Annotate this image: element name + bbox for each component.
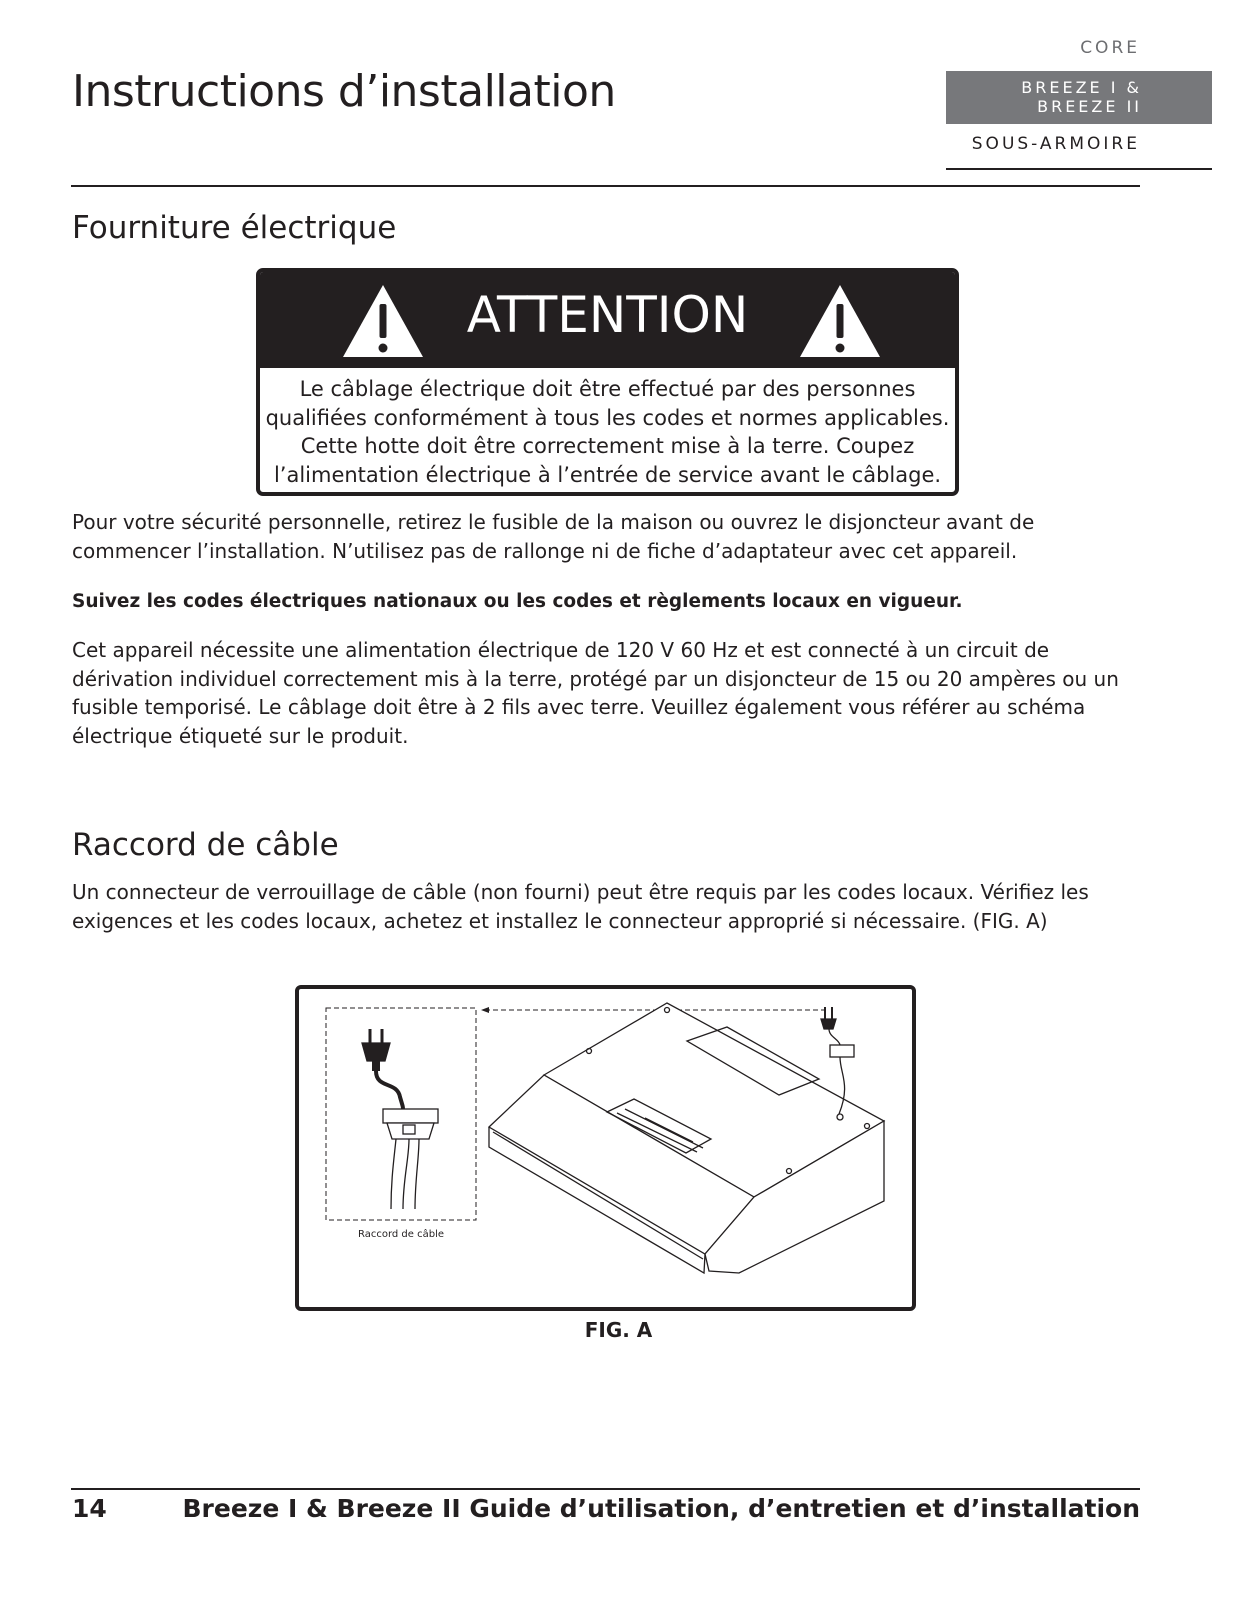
footer-title: Breeze I & Breeze II Guide d’utilisation, d’entretien et d’installation <box>182 1494 1140 1523</box>
category-tag-sous-armoire: SOUS-ARMOIRE <box>971 134 1140 154</box>
page-number: 14 <box>72 1494 107 1523</box>
attention-line: l’alimentation électrique à l’entrée de service avant le câblage. <box>273 462 942 487</box>
attention-line: Le câblage électrique doit être effectué par des personnes <box>299 377 916 401</box>
figure-caption: FIG. A <box>584 1318 653 1342</box>
figure-detail-label: Raccord de câble <box>357 1229 445 1240</box>
range-hood-illustration <box>299 989 912 1307</box>
cable-paragraph: Un connecteur de verrouillage de câble (non fourni) peut être requis par les codes locaux. Vérifiez les exigences et les codes locaux, achetez et installez le connecteur approprié si nécessaire. (FIG. A) <box>72 880 1089 933</box>
power-requirements-paragraph: Cet appareil nécessite une alimentation électrique de 120 V 60 Hz et est connecté à un circuit de dérivation individuel correctement mis à la terre, protégé par un disjoncteur de 15 ou 20 ampères ou un fusible temporisé. Le câblage doit être à 2 fils avec terre. Veuillez également vous référer au schéma électrique étiqueté sur le produit. <box>72 638 1119 748</box>
safety-paragraph: Pour votre sécurité personnelle, retirez le fusible de la maison ou ouvrez le disjoncteur avant de commencer l’installation. N’utilisez pas de rallonge ni de fiche d’adaptateur avec cet appareil. <box>72 510 1035 563</box>
attention-header <box>260 272 955 368</box>
category-tag-breeze <box>946 71 1212 124</box>
tag-breeze-line1: BREEZE I & <box>1021 78 1142 97</box>
attention-text <box>260 375 955 489</box>
warning-triangle-icon <box>797 282 883 360</box>
tag-breeze-line2: BREEZE II <box>1037 97 1142 116</box>
attention-line: Cette hotte doit être correctement mise à la terre. Coupez <box>300 434 915 458</box>
header-divider <box>71 185 1140 187</box>
figure-a <box>295 985 916 1311</box>
footer-divider <box>71 1488 1140 1490</box>
category-tag-core: CORE <box>1080 38 1140 58</box>
attention-box <box>256 268 959 496</box>
section-heading-cable: Raccord de câble <box>72 827 339 863</box>
attention-title: ATTENTION <box>466 286 749 344</box>
attention-line: qualifiées conformément à tous les codes et normes applicables. <box>265 405 950 430</box>
codes-paragraph: Suivez les codes électriques nationaux ou les codes et règlements locaux en vigueur. <box>72 591 963 612</box>
page-title: Instructions d’installation <box>72 66 616 117</box>
tag-underline <box>946 168 1212 170</box>
section-heading-electrical: Fourniture électrique <box>72 210 397 246</box>
